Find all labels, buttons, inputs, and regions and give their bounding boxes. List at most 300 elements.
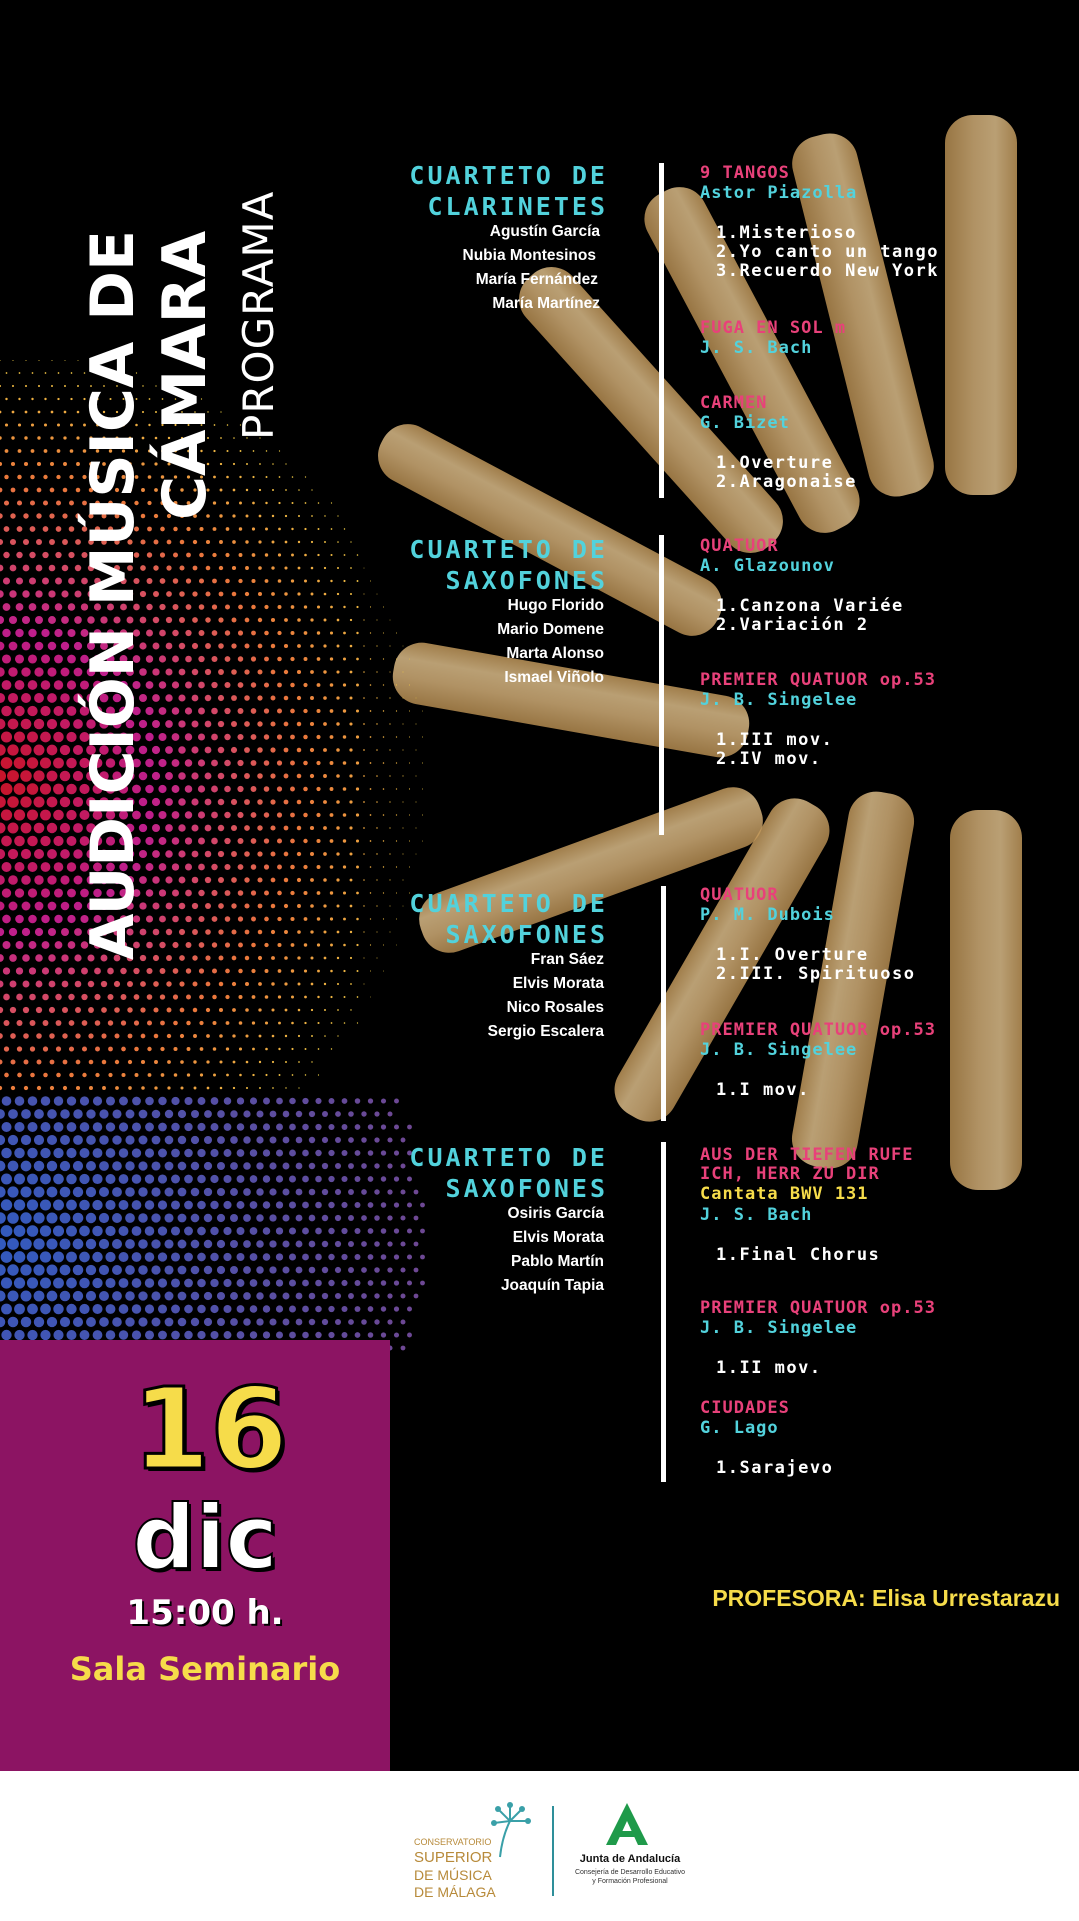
halftone-dot [34,745,45,756]
halftone-dot [264,760,270,766]
halftone-dot [7,796,19,808]
halftone-dot [252,527,255,530]
halftone-dot [47,1291,58,1302]
halftone-dot [8,1135,18,1145]
halftone-dot [12,411,15,414]
halftone-dot [20,1264,31,1275]
halftone-dot [263,1227,271,1235]
halftone-dot [223,1279,231,1287]
halftone-dot [160,552,165,557]
halftone-dot [231,747,237,753]
halftone-dot [40,1304,51,1315]
halftone-dot [94,994,100,1000]
halftone-dot [231,851,237,857]
halftone-dot [277,760,282,765]
halftone-dot [204,1240,212,1248]
halftone-dot [2,915,11,924]
movement: 1.Misterioso [716,223,857,243]
halftone-dot [81,968,88,975]
halftone-dot [30,1020,36,1026]
halftone-dot [107,994,113,1000]
halftone-dot [166,903,173,910]
halftone-dot [159,681,167,689]
halftone-dot [5,423,8,426]
halftone-dot [2,680,12,690]
halftone-dot [349,800,352,803]
halftone-dot [128,1060,132,1064]
halftone-dot [0,616,4,624]
halftone-dot [67,680,76,689]
halftone-dot [134,994,140,1000]
halftone-dot [145,1226,155,1236]
halftone-dot [160,578,166,584]
halftone-dot [112,1291,122,1301]
halftone-dot [60,875,69,884]
halftone-dot [101,1033,106,1038]
halftone-dot [1,706,11,716]
halftone-dot [271,904,276,909]
halftone-dot [93,1330,103,1340]
halftone-dot [30,526,36,532]
halftone-dot [165,824,173,832]
halftone-dot [218,825,224,831]
halftone-dot [35,928,43,936]
halftone-dot [62,981,69,988]
halftone-dot [178,1188,187,1197]
halftone-dot [20,796,31,807]
halftone-dot [73,1109,82,1118]
halftone-dot [403,698,404,699]
halftone-dot [8,693,18,703]
halftone-dot [82,1073,86,1077]
halftone-dot [336,826,339,829]
movement: 1.Final Chorus [716,1245,881,1265]
halftone-dot [158,1252,167,1261]
halftone-dot [210,1227,218,1235]
halftone-dot [119,1226,129,1236]
halftone-dot [257,825,262,830]
halftone-dot [192,929,198,935]
halftone-dot [11,436,14,439]
halftone-dot [245,592,249,596]
halftone-dot [178,1214,187,1223]
halftone-dot [14,1122,24,1132]
halftone-dot [237,1175,245,1183]
halftone-dot [61,642,69,650]
halftone-dot [171,1305,180,1314]
halftone-dot [199,630,205,636]
halftone-dot [227,424,229,426]
halftone-dot [34,693,44,703]
halftone-dot [31,449,35,453]
halftone-dot [290,839,295,844]
halftone-dot [219,566,223,570]
halftone-dot [11,1086,15,1090]
halftone-dot [193,540,197,544]
halftone-dot [198,916,204,922]
halftone-dot [14,1225,26,1237]
halftone-dot [121,1020,126,1025]
halftone-dot [75,1033,80,1038]
halftone-dot [41,1122,51,1132]
halftone-dot [184,1123,192,1131]
halftone-dot [40,1199,51,1210]
composer: J. B. Singelee [700,690,858,710]
halftone-dot [0,1264,6,1275]
halftone-dot [132,1304,141,1313]
halftone-dot [211,734,218,741]
halftone-dot [297,722,301,726]
work-title: QUATUOR [700,885,779,905]
halftone-dot [154,540,159,545]
halftone-dot [323,800,327,804]
halftone-dot [112,1187,122,1197]
halftone-dot [336,800,340,804]
halftone-dot [337,515,338,516]
movement: 2.IV mov. [716,749,822,769]
halftone-dot [171,1278,180,1287]
halftone-dot [277,865,282,870]
halftone-dot [225,890,231,896]
halftone-dot [159,863,167,871]
halftone-dot [66,732,76,742]
halftone-dot [79,1226,90,1237]
halftone-dot [102,1060,107,1065]
halftone-dot [232,1034,235,1037]
member: Marta Alonso [506,645,604,662]
halftone-dot [205,747,212,754]
halftone-dot [132,1174,142,1184]
halftone-dot [7,1264,18,1275]
halftone-dot [226,501,229,504]
halftone-dot [184,1175,193,1184]
halftone-dot [330,839,334,843]
halftone-dot [47,693,57,703]
halftone-dot [105,1252,115,1262]
halftone-dot [185,707,192,714]
halftone-dot [264,631,269,636]
halftone-dot [23,513,28,518]
halftone-dot [383,710,384,711]
halftone-dot [60,823,70,833]
movement: 1.Overture [716,453,834,473]
halftone-dot [187,1073,190,1076]
halftone-dot [304,996,307,999]
halftone-dot [158,1226,167,1235]
halftone-dot [331,1048,332,1049]
halftone-dot [245,540,248,543]
halftone-dot [217,1240,225,1248]
halftone-dot [230,1162,238,1170]
halftone-dot [67,1122,77,1132]
halftone-dot [35,642,44,651]
halftone-dot [80,1096,89,1105]
halftone-dot [422,841,423,842]
halftone-dot [42,967,49,974]
halftone-dot [16,603,24,611]
halftone-dot [210,1149,218,1157]
halftone-dot [92,1278,102,1288]
halftone-dot [15,888,24,897]
halftone-dot [212,604,217,609]
halftone-dot [212,630,218,636]
halftone-dot [237,734,243,740]
halftone-dot [225,942,230,947]
halftone-dot [53,1251,64,1262]
halftone-dot [164,1239,173,1248]
halftone-dot [350,697,353,700]
halftone-dot [99,1213,109,1223]
halftone-dot [383,736,385,738]
halftone-dot [99,1291,109,1301]
halftone-dot [251,838,257,844]
halftone-dot [311,489,312,490]
halftone-dot [191,772,198,779]
halftone-dot [225,995,229,999]
halftone-dot [99,1239,109,1249]
halftone-dot [206,1008,210,1012]
halftone-dot [35,902,44,911]
halftone-dot [318,1074,319,1075]
halftone-dot [231,903,236,908]
halftone-dot [31,423,34,426]
halftone-dot [192,617,198,623]
halftone-dot [357,970,359,972]
halftone-dot [63,1086,67,1090]
halftone-dot [270,773,275,778]
halftone-dot [158,785,166,793]
halftone-dot [173,1021,178,1026]
halftone-dot [259,1035,262,1038]
halftone-dot [151,1213,160,1222]
halftone-dot [88,981,94,987]
halftone-dot [193,566,198,571]
halftone-dot [199,527,203,531]
halftone-dot [167,1060,171,1064]
halftone-dot [226,476,229,479]
halftone-dot [2,862,12,872]
halftone-dot [193,982,198,987]
halftone-dot [244,643,249,648]
event-venue: Sala Seminario [69,1650,341,1688]
member: Ismael Viñolo [504,669,604,686]
halftone-dot [246,489,248,491]
divider-line [661,1142,666,1482]
halftone-dot [60,745,70,755]
halftone-dot [219,1034,223,1038]
work-title: AUS DER TIEFEN RUFE [700,1145,914,1165]
halftone-dot [238,969,242,973]
halftone-dot [60,1291,71,1302]
halftone-dot [251,760,257,766]
halftone-dot [237,1149,245,1157]
halftone-dot [211,812,218,819]
halftone-dot [349,852,352,855]
halftone-dot [172,733,180,741]
halftone-dot [138,1239,148,1249]
halftone-dot [184,1149,193,1158]
halftone-dot [165,772,173,780]
halftone-dot [132,1097,141,1106]
halftone-dot [272,541,275,544]
halftone-dot [119,1148,129,1158]
halftone-dot [237,1097,244,1104]
halftone-dot [153,955,159,961]
halftone-dot [187,1047,191,1051]
halftone-dot [115,1086,119,1090]
halftone-dot [42,577,49,584]
halftone-dot [243,1292,251,1300]
halftone-dot [145,1123,154,1132]
halftone-dot [219,1008,223,1012]
halftone-dot [14,1148,25,1159]
halftone-dot [16,577,23,584]
halftone-dot [180,540,185,545]
halftone-dot [55,994,62,1001]
halftone-dot [153,591,159,597]
halftone-dot [198,682,205,689]
halftone-dot [197,1305,205,1313]
member: María Fernández [475,271,598,288]
halftone-dot [145,1330,154,1339]
halftone-dot [16,994,23,1001]
halftone-dot [138,1187,147,1196]
halftone-dot [191,824,198,831]
halftone-dot [178,772,186,780]
halftone-dot [244,903,249,908]
halftone-dot [191,1292,200,1301]
halftone-dot [43,1073,48,1078]
halftone-dot [226,1047,229,1050]
halftone-dot [422,815,423,816]
halftone-dot [394,1306,399,1311]
halftone-dot [279,1074,281,1076]
halftone-dot [376,749,378,751]
halftone-dot [29,577,36,584]
halftone-dot [185,916,191,922]
halftone-dot [145,1148,154,1157]
halftone-dot [61,590,68,597]
halftone-dot [53,1304,64,1315]
halftone-dot [11,1060,16,1065]
halftone-dot [22,642,31,651]
halftone-dot [197,1175,206,1184]
halftone-dot [53,1330,63,1340]
halftone-dot [153,565,158,570]
halftone-dot [205,877,211,883]
halftone-dot [61,928,69,936]
halftone-dot [0,1086,2,1090]
halftone-dot [114,981,120,987]
halftone-dot [199,578,204,583]
halftone-dot [172,811,180,819]
halftone-dot [251,605,255,609]
halftone-dot [258,982,262,986]
halftone-dot [186,527,190,531]
halftone-dot [265,553,268,556]
member: Mario Domene [497,621,604,638]
halftone-dot [158,759,166,767]
halftone-dot [224,1331,232,1339]
halftone-dot [244,695,250,701]
halftone-dot [105,1226,115,1236]
halftone-dot [86,1317,96,1327]
halftone-dot [64,385,66,387]
halftone-dot [42,603,50,611]
halftone-dot [186,578,191,583]
halftone-dot [11,488,16,493]
halftone-dot [237,838,243,844]
halftone-dot [210,1279,218,1287]
halftone-dot [264,605,268,609]
halftone-dot [402,749,403,750]
halftone-dot [166,981,171,986]
halftone-dot [279,450,280,451]
halftone-dot [266,450,267,451]
halftone-dot [205,851,212,858]
halftone-dot [24,462,28,466]
halftone-dot [41,1096,51,1106]
halftone-dot [283,1319,290,1326]
halftone-dot [60,771,71,782]
halftone-dot [43,475,47,479]
halftone-dot [41,680,51,690]
title-line-1: AUDICIÓN MÚSICA DE [78,229,148,960]
halftone-dot [264,891,269,896]
conservatorio-label: SUPERIOR [414,1849,493,1866]
halftone-dot [265,995,269,999]
halftone-dot [2,888,11,897]
halftone-dot [184,1305,193,1314]
halftone-dot [154,1034,159,1039]
halftone-dot [218,929,223,934]
halftone-dot [422,737,423,738]
halftone-dot [40,1330,50,1340]
halftone-dot [285,515,287,517]
halftone-dot [37,462,41,466]
halftone-dot [252,476,254,478]
halftone-dot [246,1087,248,1089]
halftone-dot [119,1200,129,1210]
halftone-dot [297,826,301,830]
halftone-dot [416,854,417,855]
halftone-dot [265,1021,268,1024]
halftone-dot [56,1046,61,1051]
halftone-dot [172,942,178,948]
halftone-dot [24,488,29,493]
halftone-dot [66,1226,77,1237]
halftone-dot [165,668,172,675]
halftone-dot [3,577,10,584]
halftone-dot [381,1124,386,1129]
halftone-dot [171,1175,180,1184]
halftone-dot [197,1227,206,1236]
halftone-dot [218,851,224,857]
halftone-dot [270,1111,277,1118]
halftone-dot [344,996,346,998]
halftone-dot [17,1073,22,1078]
halftone-dot [28,629,36,637]
halftone-dot [36,981,43,988]
halftone-dot [256,1318,263,1325]
halftone-dot [67,836,77,846]
event-month: dic [132,1486,278,1589]
halftone-dot [356,787,359,790]
halftone-dot [243,1240,251,1248]
halftone-dot [0,667,5,676]
halftone-dot [1,1277,12,1288]
halftone-dot [263,1331,270,1338]
